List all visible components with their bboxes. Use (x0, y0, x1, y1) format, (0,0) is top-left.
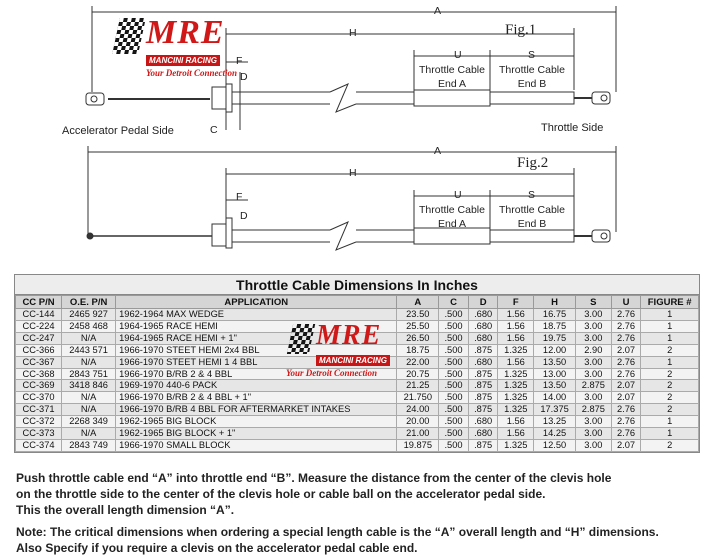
fig2-dim-s: S (528, 189, 536, 201)
table-cell: 1 (641, 332, 699, 344)
table-cell: 2465 927 (62, 309, 116, 321)
table-cell: 1966-1970 B/RB 4 BBL FOR AFTERMARKET INTAKES (116, 404, 397, 416)
table-cell: 1966-1970 STEET HEMI 2x4 BBL (116, 344, 397, 356)
table-cell: 20.00 (397, 416, 439, 428)
table-cell: 25.50 (397, 320, 439, 332)
table-cell: 1 (641, 320, 699, 332)
table-cell: 1962-1965 BIG BLOCK + 1" (116, 428, 397, 440)
watermark-brand: MRE (316, 320, 382, 351)
table-cell: 1964-1965 RACE HEMI + 1" (116, 332, 397, 344)
table-cell: 2.76 (611, 416, 641, 428)
table-cell: 16.75 (534, 309, 576, 321)
table-cell: .500 (439, 332, 469, 344)
table-cell: CC-369 (16, 380, 62, 392)
fig1-end-b-label1: Throttle Cable (499, 64, 565, 76)
table-cell: 21.00 (397, 428, 439, 440)
table-cell: 21.25 (397, 380, 439, 392)
note-line2: Also Specify if you require a clevis on the accelerator pedal cable end. (16, 541, 418, 555)
logo-line2: Your Detroit Connection (146, 68, 238, 78)
fig1-dim-h: H (349, 27, 357, 39)
table-cell: 20.75 (397, 368, 439, 380)
table-cell: 2 (641, 439, 699, 451)
table-cell: 2 (641, 404, 699, 416)
table-cell: 23.50 (397, 309, 439, 321)
table-cell: 3.00 (575, 332, 611, 344)
table-cell: 2.76 (611, 428, 641, 440)
table-cell: 1.56 (498, 309, 534, 321)
table-cell: 2 (641, 368, 699, 380)
table-cell: 2 (641, 392, 699, 404)
table-cell: 1962-1964 MAX WEDGE (116, 309, 397, 321)
table-cell: .875 (468, 404, 498, 416)
table-cell: .875 (468, 392, 498, 404)
column-header: S (575, 296, 611, 309)
table-cell: CC-374 (16, 439, 62, 451)
table-row (16, 416, 699, 428)
table-cell: 3418 846 (62, 380, 116, 392)
table-cell: 1 (641, 428, 699, 440)
table-cell: N/A (62, 332, 116, 344)
table-cell: CC-224 (16, 320, 62, 332)
table-cell: 2.90 (575, 344, 611, 356)
fig1-end-b-label2: End B (517, 78, 547, 90)
table-cell: 13.00 (534, 368, 576, 380)
fig1-dim-c: C (210, 124, 218, 136)
table-row (16, 428, 699, 440)
table-cell: .875 (468, 380, 498, 392)
fig2-end-b-label1: Throttle Cable (499, 204, 565, 216)
table-cell: .500 (439, 439, 469, 451)
logo-brand: MRE (146, 14, 225, 51)
table-cell: CC-367 (16, 356, 62, 368)
table-cell: 13.25 (534, 416, 576, 428)
column-header: CC P/N (16, 296, 62, 309)
column-header: C (439, 296, 469, 309)
table-cell: 1964-1965 RACE HEMI (116, 320, 397, 332)
throttle-side-label: Throttle Side (541, 122, 604, 134)
instruction-line3: This the overall length dimension “A”. (16, 503, 235, 517)
fig1-dim-s: S (528, 49, 536, 61)
table-cell: 2443 571 (62, 344, 116, 356)
table-cell: 2.875 (575, 380, 611, 392)
column-header: F (498, 296, 534, 309)
fig2-dim-h: H (349, 167, 357, 179)
column-header: A (397, 296, 439, 309)
table-cell: 1966-1970 B/RB 2 & 4 BBL + 1" (116, 392, 397, 404)
table-cell: 1.56 (498, 416, 534, 428)
table-cell: 3.00 (575, 309, 611, 321)
table-cell: 2.07 (611, 392, 641, 404)
table-row (16, 309, 699, 321)
table-cell: 1966-1970 STEET HEMI 1 4 BBL (116, 356, 397, 368)
table-row (16, 392, 699, 404)
table-cell: 1.325 (498, 404, 534, 416)
table-cell: 18.75 (534, 320, 576, 332)
fig1-dim-f: F (236, 55, 243, 67)
table-cell: N/A (62, 428, 116, 440)
table-cell: .680 (468, 332, 498, 344)
instruction-line1: Push throttle cable end “A” into throttle end “B”. Measure the distance from the center of the clevis hole (16, 471, 612, 485)
table-cell: 1.56 (498, 428, 534, 440)
table-cell: 1 (641, 416, 699, 428)
table-cell: .500 (439, 380, 469, 392)
table-cell: CC-368 (16, 368, 62, 380)
fig1-end-a-label2: End A (437, 78, 467, 90)
table-cell: 12.50 (534, 439, 576, 451)
fig2-dim-d: D (240, 210, 248, 222)
table-cell: CC-366 (16, 344, 62, 356)
table-cell: .680 (468, 309, 498, 321)
table-cell: 1969-1970 440-6 PACK (116, 380, 397, 392)
note-line1: Note: The critical dimensions when ordering a special length cable is the “A” overall length and “H” dimensions. (16, 525, 659, 539)
watermark-line1: MANCINI RACING (316, 355, 390, 366)
table-cell: .500 (439, 344, 469, 356)
table-cell: 3.00 (575, 428, 611, 440)
table-cell: CC-144 (16, 309, 62, 321)
table-cell: CC-247 (16, 332, 62, 344)
cable-diagram (0, 0, 726, 270)
table-cell: 2.76 (611, 404, 641, 416)
column-header: D (468, 296, 498, 309)
table-cell: 3.00 (575, 392, 611, 404)
table-cell: 1966-1970 B/RB 2 & 4 BBL (116, 368, 397, 380)
table-cell: 1 (641, 309, 699, 321)
fig1-title: Fig.1 (505, 22, 537, 38)
table-cell: 1.325 (498, 368, 534, 380)
table-cell: .500 (439, 309, 469, 321)
table-cell: 2.875 (575, 404, 611, 416)
instruction-line2: on the throttle side to the center of the clevis hole or cable ball on the accelerator pedal side. (16, 487, 546, 501)
fig1-dim-u: U (454, 49, 462, 61)
table-cell: 1.56 (498, 356, 534, 368)
table-row (16, 380, 699, 392)
fig1-dim-d: D (240, 71, 248, 83)
table-title: Throttle Cable Dimensions In Inches (15, 275, 699, 295)
table-cell: 14.25 (534, 428, 576, 440)
table-cell: CC-370 (16, 392, 62, 404)
table-cell: 1966-1970 SMALL BLOCK (116, 439, 397, 451)
table-cell: 3.00 (575, 439, 611, 451)
fig2-dim-a: A (434, 145, 442, 157)
table-cell: .500 (439, 428, 469, 440)
table-cell: 21.750 (397, 392, 439, 404)
table-cell: 2.76 (611, 320, 641, 332)
table-cell: 2.07 (611, 380, 641, 392)
table-cell: .500 (439, 416, 469, 428)
table-cell: 3.00 (575, 320, 611, 332)
table-cell: 2.76 (611, 332, 641, 344)
table-cell: 3.00 (575, 368, 611, 380)
table-cell: N/A (62, 404, 116, 416)
table-cell: .680 (468, 416, 498, 428)
fig2-end-a-label2: End A (437, 218, 467, 230)
table-cell: 26.50 (397, 332, 439, 344)
table-cell: 2.76 (611, 356, 641, 368)
table-cell: 14.00 (534, 392, 576, 404)
column-header: H (534, 296, 576, 309)
table-cell: 2.07 (611, 439, 641, 451)
table-row (16, 404, 699, 416)
accelerator-pedal-side-label: Accelerator Pedal Side (62, 125, 174, 137)
table-cell: .500 (439, 320, 469, 332)
fig1-dim-a: A (434, 5, 442, 17)
table-cell: 1.325 (498, 344, 534, 356)
table-cell: 2.76 (611, 368, 641, 380)
table-cell: 2268 349 (62, 416, 116, 428)
table-cell: .680 (468, 356, 498, 368)
table-cell: .680 (468, 428, 498, 440)
table-cell: 2843 749 (62, 439, 116, 451)
table-row (16, 439, 699, 451)
table-cell: .875 (468, 439, 498, 451)
logo-line1: MANCINI RACING (146, 55, 220, 66)
table-cell: .500 (439, 368, 469, 380)
table-cell: 18.75 (397, 344, 439, 356)
table-cell: 1.56 (498, 332, 534, 344)
instructions (16, 470, 716, 556)
table-cell: 2 (641, 344, 699, 356)
table-cell: .500 (439, 392, 469, 404)
fig2-dim-f: F (236, 191, 243, 203)
table-cell: 22.00 (397, 356, 439, 368)
table-cell: 1962-1965 BIG BLOCK (116, 416, 397, 428)
table-cell: 19.875 (397, 439, 439, 451)
table-cell: 3.00 (575, 416, 611, 428)
table-cell: 17.375 (534, 404, 576, 416)
column-header: APPLICATION (116, 296, 397, 309)
fig2-end-a-label1: Throttle Cable (419, 204, 485, 216)
table-cell: 13.50 (534, 356, 576, 368)
table-cell: 2458 468 (62, 320, 116, 332)
table-cell: 1.56 (498, 320, 534, 332)
table-cell: 1 (641, 356, 699, 368)
table-cell: 1.325 (498, 439, 534, 451)
table-cell: .500 (439, 356, 469, 368)
column-header: U (611, 296, 641, 309)
table-cell: 2.76 (611, 309, 641, 321)
table-header-row (16, 296, 699, 309)
table-cell: 24.00 (397, 404, 439, 416)
table-cell: 1.325 (498, 380, 534, 392)
fig1-end-a-label1: Throttle Cable (419, 64, 485, 76)
mre-watermark-logo (286, 320, 390, 378)
table-cell: 2843 751 (62, 368, 116, 380)
fig2-dim-u: U (454, 189, 462, 201)
table-cell: CC-373 (16, 428, 62, 440)
table-cell: N/A (62, 392, 116, 404)
table-cell: .875 (468, 344, 498, 356)
watermark-line2: Your Detroit Connection (286, 368, 378, 378)
column-header: FIGURE # (641, 296, 699, 309)
table-cell: .680 (468, 320, 498, 332)
column-header: O.E. P/N (62, 296, 116, 309)
mre-logo (146, 16, 237, 78)
table-cell: 3.00 (575, 356, 611, 368)
table-cell: .875 (468, 368, 498, 380)
table-cell: .500 (439, 404, 469, 416)
table-cell: 12.00 (534, 344, 576, 356)
fig2-end-b-label2: End B (517, 218, 547, 230)
table-cell: N/A (62, 356, 116, 368)
table-cell: 13.50 (534, 380, 576, 392)
table-cell: 2.07 (611, 344, 641, 356)
table-cell: 19.75 (534, 332, 576, 344)
table-cell: 2 (641, 380, 699, 392)
table-cell: CC-371 (16, 404, 62, 416)
table-cell: 1.325 (498, 392, 534, 404)
fig2-title: Fig.2 (517, 155, 549, 171)
table-cell: CC-372 (16, 416, 62, 428)
